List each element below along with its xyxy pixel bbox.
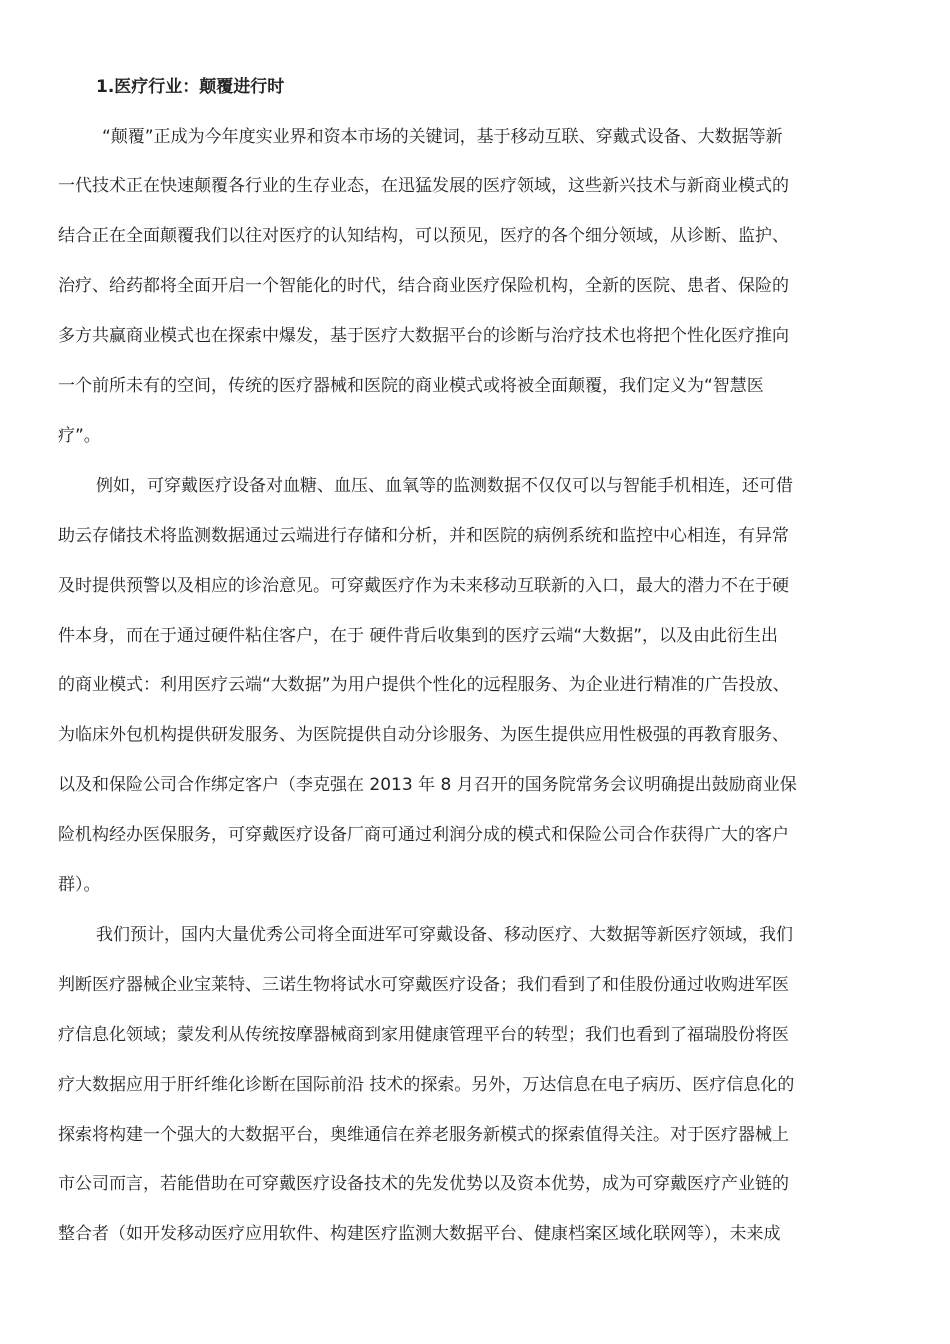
paragraph-line: 多方共赢商业模式也在探索中爆发，基于医疗大数据平台的诊断与治疗技术也将把个性化医疗推向 <box>58 326 789 346</box>
paragraph-line: 治疗、给药都将全面开启一个智能化的时代，结合商业医疗保险机构，全新的医院、患者、保险的 <box>58 276 789 296</box>
paragraph-line: 市公司而言，若能借助在可穿戴医疗设备技术的先发优势以及资本优势，成为可穿戴医疗产业链的 <box>58 1174 789 1194</box>
paragraph-line: 一个前所未有的空间，传统的医疗器械和医院的商业模式或将被全面颠覆，我们定义为“智慧医 <box>58 376 764 396</box>
paragraph-line: 疗”。 <box>58 426 101 446</box>
paragraph-line: 我们预计，国内大量优秀公司将全面进军可穿戴设备、移动医疗、大数据等新医疗领域，我们 <box>96 925 793 945</box>
paragraph-line: 探索将构建一个强大的大数据平台，奥维通信在养老服务新模式的探索值得关注。对于医疗器械上 <box>58 1125 789 1145</box>
paragraph-line: 的商业模式：利用医疗云端“大数据”为用户提供个性化的远程服务、为企业进行精准的广告投放、 <box>58 675 790 695</box>
paragraph-line: 为临床外包机构提供研发服务、为医院提供自动分诊服务、为医生提供应用性极强的再教育服务、 <box>58 725 789 745</box>
paragraph-line: 及时提供预警以及相应的诊治意见。可穿戴医疗作为未来移动互联新的入口，最大的潜力不在于硬 <box>58 576 789 596</box>
paragraph-line: 整合者（如开发移动医疗应用软件、构建医疗监测大数据平台、健康档案区域化联网等），未来成 <box>58 1224 781 1244</box>
paragraph-line: 疗信息化领域；蒙发利从传统按摩器械商到家用健康管理平台的转型；我们也看到了福瑞股份将医 <box>58 1025 789 1045</box>
paragraph-line: 例如，可穿戴医疗设备对血糖、血压、血氧等的监测数据不仅仅可以与智能手机相连，还可借 <box>96 476 793 496</box>
section-heading: 1.医疗行业：颠覆进行时 <box>96 77 285 97</box>
paragraph-line: 件本身，而在于通过硬件粘住客户，在于 硬件背后收集到的医疗云端“大数据”，以及由此衍生出 <box>58 626 779 646</box>
paragraph-line: 疗大数据应用于肝纤维化诊断在国际前沿 技术的探索。另外，万达信息在电子病历、医疗信息化的 <box>58 1075 795 1095</box>
paragraph-line: 判断医疗器械企业宝莱特、三诺生物将试水可穿戴医疗设备；我们看到了和佳股份通过收购进军医 <box>58 975 789 995</box>
paragraph-line: 助云存储技术将监测数据通过云端进行存储和分析，并和医院的病例系统和监控中心相连，有异常 <box>58 526 789 546</box>
paragraph-line: 结合正在全面颠覆我们以往对医疗的认知结构，可以预见，医疗的各个细分领域，从诊断、监护、 <box>58 226 789 246</box>
paragraph-line: 一代技术正在快速颠覆各行业的生存业态，在迅猛发展的医疗领域，这些新兴技术与新商业模式的 <box>58 176 789 196</box>
paragraph-line: 以及和保险公司合作绑定客户（李克强在 2013 年 8 月召开的国务院常务会议明确提出鼓励商业保 <box>58 775 797 795</box>
paragraph-line: 群）。 <box>58 875 101 895</box>
paragraph-line: 险机构经办医保服务，可穿戴医疗设备厂商可通过利润分成的模式和保险公司合作获得广大的客户 <box>58 825 789 845</box>
paragraph-line: “颠覆”正成为今年度实业界和资本市场的关键词，基于移动互联、穿戴式设备、大数据等新 <box>102 127 783 147</box>
